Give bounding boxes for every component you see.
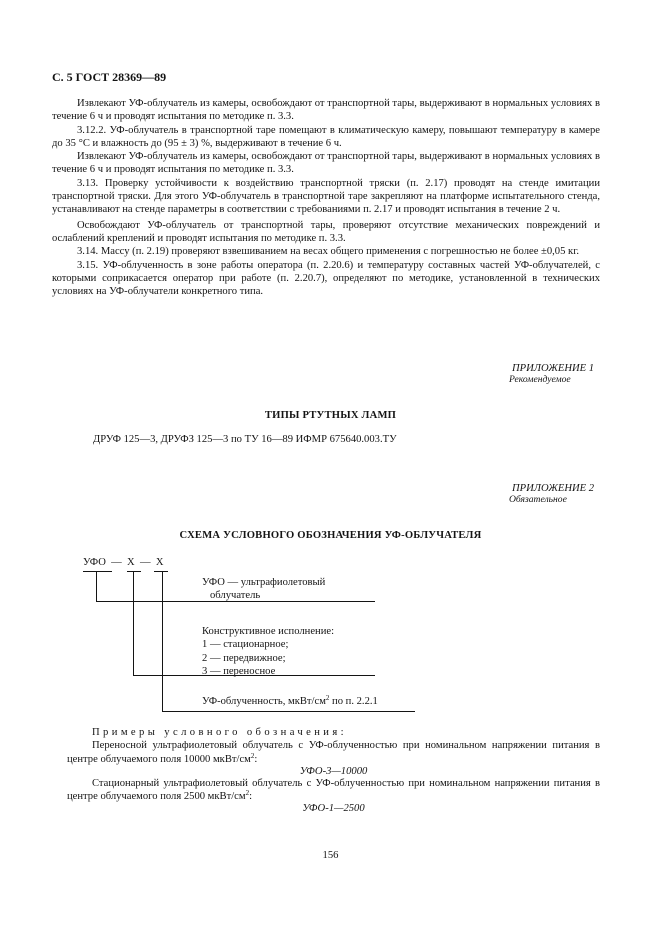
appendix-2-label: ПРИЛОЖЕНИЕ 2 (512, 483, 595, 494)
example-1-description: Переносной ультрафиолетовый облучатель с УФ-облученностью при номинальном напряжении питания в центре облучаемого поля 10000 мкВт/см (67, 740, 600, 765)
underline-ufo (83, 571, 112, 572)
scheme-item-2-line: 2 — передвижное; (202, 652, 286, 664)
appendix-1-status: Рекомендуемое (509, 374, 571, 385)
leader-line-3 (162, 571, 163, 712)
scheme-item-2-line: 3 — переносное (202, 665, 276, 677)
paragraph-3-15: 3.15. УФ-облученность в зоне работы оператора (п. 2.20.6) и температуру составных частей УФ-облучателей, с которыми соприкасается оператор при работе (п. 2.20.7), определяют по методике, установленной в технических условиях на УФ-облучатели конкретного типа. (52, 259, 600, 298)
example-2-description: Стационарный ультрафиолетовый облучатель с УФ-облученностью при номинальном напряжении питания в центре облучаемого поля 2500 мкВт/см (67, 777, 600, 803)
leader-line-1 (96, 571, 97, 602)
section-3-text (52, 97, 600, 298)
superscript: 2 (245, 789, 250, 798)
lamp-types-text: ДРУФ 125—3, ДРУФЗ 125—3 по ТУ 16—89 ИФМР 675640.003.ТУ (93, 434, 397, 445)
examples-block (67, 726, 600, 814)
scheme-item-1-line: УФО — ультрафиолетовый (202, 577, 326, 588)
appendix-1-label-block (509, 363, 594, 385)
scheme-item-2 (202, 625, 334, 678)
scheme-item-1-line: облучатель (210, 590, 261, 602)
example-1-code: УФО-3—10000 (299, 765, 368, 777)
page-header: С. 5 ГОСТ 28369—89 (52, 70, 167, 84)
paragraph-3-14: 3.14. Массу (п. 2.19) проверяют взвешиванием на весах общего применения с погрешностью не более ±0,05 кг. (77, 246, 579, 258)
superscript: 2 (250, 751, 255, 760)
examples-heading: Примеры условного обозначения: (92, 727, 347, 738)
underline-x1 (127, 571, 141, 572)
paragraph: Извлекают УФ-облучатель из камеры, освобождают от транспортной тары, выдерживают в нормальных условиях в течение 6 ч и проводят испытания по методике п. 3.3. (52, 98, 600, 123)
scheme-item-2-line: Конструктивное исполнение: (202, 626, 335, 637)
appendix-2-label-block (509, 483, 594, 505)
punctuation: : (249, 791, 253, 803)
appendix-1-title: ТИПЫ РТУТНЫХ ЛАМП (264, 410, 397, 421)
scheme-item-3-text: УФ-облученность, мкВт/см (202, 696, 326, 707)
punctuation: : (254, 753, 258, 765)
example-2-code: УФО-1—2500 (302, 803, 365, 815)
scheme-item-3-ref: по п. 2.2.1 (329, 696, 378, 707)
paragraph-3-12-2: 3.12.2. УФ-облучатель в транспортной таре помещают в климатическую камеру, повышают температуру в камере до 35 °С и влажность до (95 ± 3) %, выдерживают в течение 6 ч. (52, 124, 600, 149)
scheme-item-1 (202, 576, 325, 603)
example-2-text (67, 777, 600, 804)
page-number: 156 (322, 850, 339, 861)
paragraph: Извлекают УФ-облучатель из камеры, освобождают от транспортной тары, выдерживают в нормальных условиях в течение 6 ч и проводят испытания по методике п. 3.3. (52, 151, 600, 176)
underline-x2 (154, 571, 168, 572)
leader-hline-3 (162, 711, 415, 712)
paragraph: Освобождают УФ-облучатель от транспортной тары, проверяют отсутствие механических повреждений и ослаблений креплений и проводят испытания по методике п. 3.3. (52, 219, 600, 244)
example-1-text (67, 739, 600, 766)
appendix-2-status: Обязательное (509, 494, 567, 505)
leader-line-2 (133, 571, 134, 676)
paragraph-3-13: 3.13. Проверку устойчивости к воздействию транспортной тряски (п. 2.17) проводят на стенде имитации транспортной тряски. Для этого УФ-облучатель в транспортной таре закрепляют на платформе испытательного стенда, устанавливают на стенде параметры в соответствии с требованиями п. 2.17 и проводят испытания в течение 2 ч. (52, 177, 600, 216)
superscript: 2 (325, 694, 330, 702)
designation-pattern: УФО — Х — Х (83, 557, 164, 568)
scheme-item-3 (202, 695, 378, 708)
scheme-item-2-line: 1 — стационарное; (202, 639, 289, 651)
appendix-2-title: СХЕМА УСЛОВНОГО ОБОЗНАЧЕНИЯ УФ-ОБЛУЧАТЕЛЯ (179, 530, 482, 541)
appendix-1-label: ПРИЛОЖЕНИЕ 1 (512, 363, 595, 374)
